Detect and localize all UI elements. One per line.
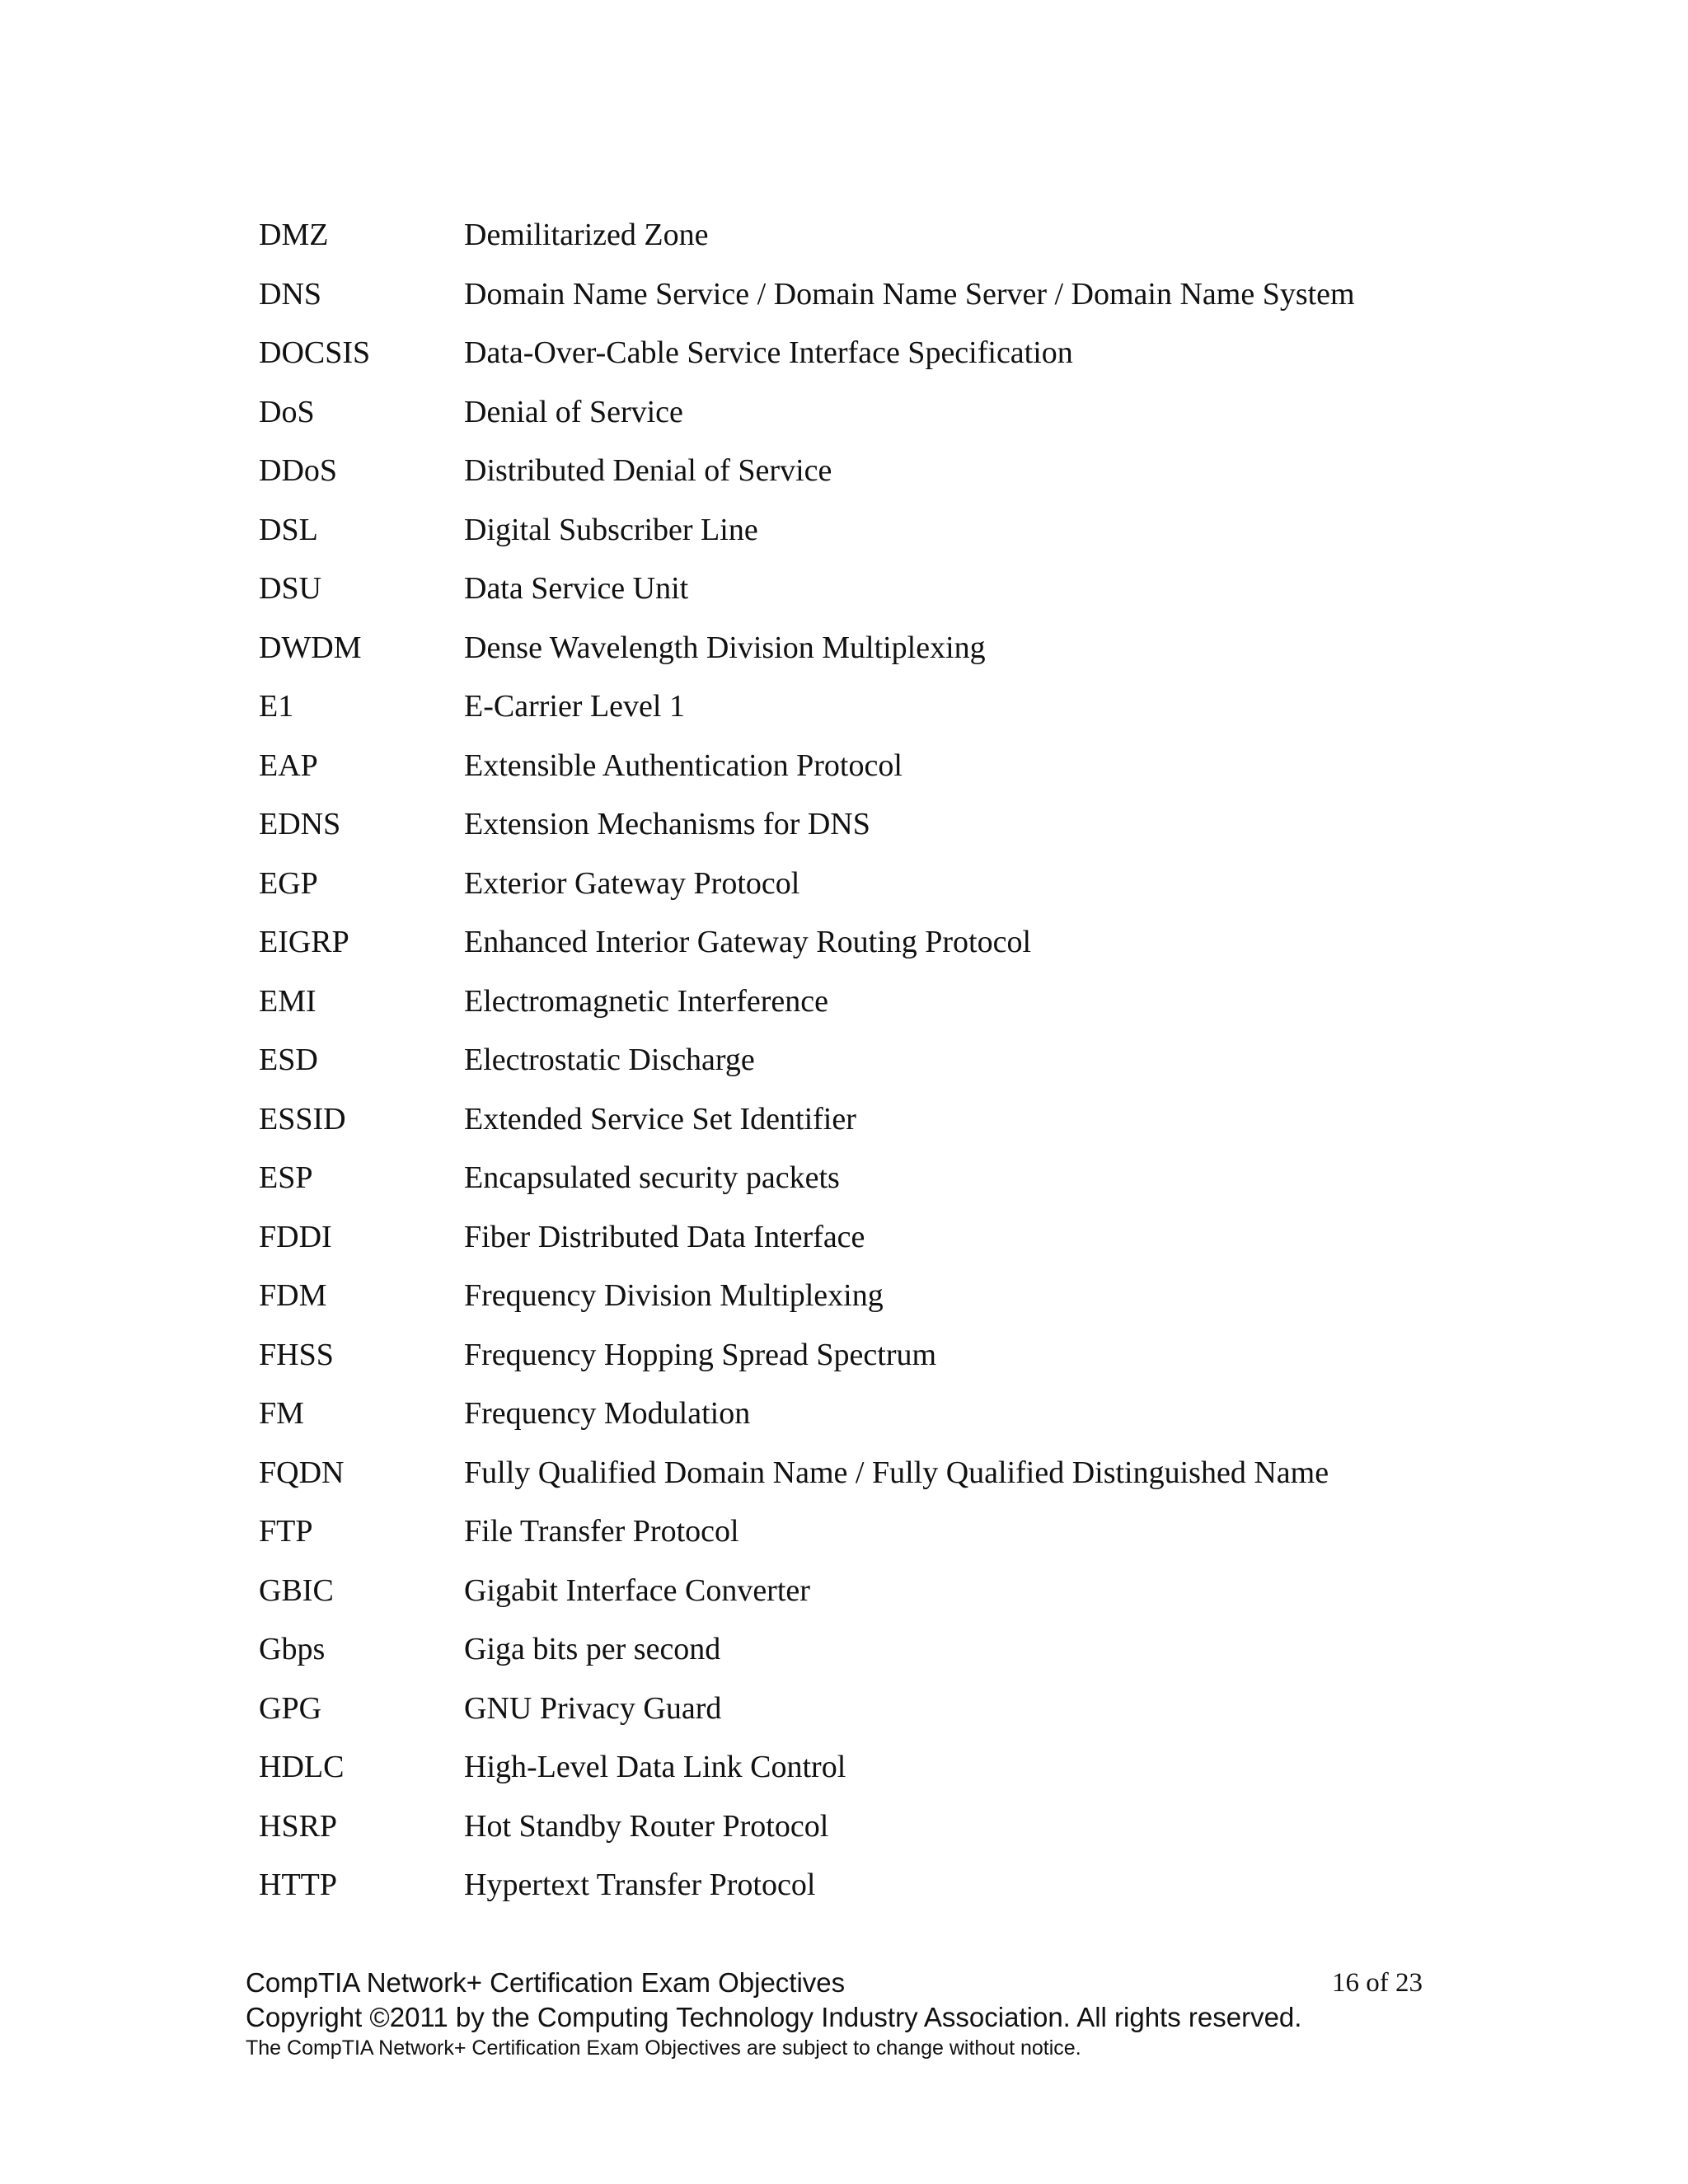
acronym-definition: Hot Standby Router Protocol [464, 1808, 829, 1844]
acronym-abbreviation: FQDN [259, 1455, 345, 1490]
acronym-abbreviation: ESD [259, 1043, 318, 1077]
acronym-definition: Dense Wavelength Division Multiplexing [464, 630, 986, 665]
page-footer [246, 1966, 1432, 2061]
acronym-abbreviation: ESSID [259, 1101, 346, 1137]
acronym-row [259, 921, 1479, 981]
acronym-row [259, 509, 1479, 569]
acronym-row [259, 1157, 1479, 1216]
acronym-abbreviation: FTP [259, 1514, 313, 1549]
acronym-row [259, 1746, 1479, 1806]
footer-notice: The CompTIA Network+ Certification Exam Objectives are subject to change without notice. [246, 2036, 1081, 2060]
acronym-row [259, 1864, 1479, 1924]
acronym-row [259, 274, 1479, 333]
acronym-definition: Distributed Denial of Service [464, 453, 832, 488]
acronym-row [259, 1216, 1479, 1276]
acronym-abbreviation: GPG [259, 1690, 322, 1726]
footer-top-line [246, 1966, 1432, 2000]
acronym-row [259, 1452, 1479, 1511]
acronym-abbreviation: FDM [259, 1278, 327, 1313]
acronym-abbreviation: ESP [259, 1160, 313, 1195]
acronym-abbreviation: HSRP [259, 1808, 338, 1844]
acronym-definition: Frequency Division Multiplexing [464, 1278, 884, 1313]
acronym-row [259, 1570, 1479, 1629]
acronym-definition: Digital Subscriber Line [464, 512, 758, 547]
acronym-definition: Denial of Service [464, 394, 683, 429]
acronym-abbreviation: Gbps [259, 1632, 326, 1666]
acronym-row [259, 863, 1479, 922]
footer-title: CompTIA Network+ Certification Exam Objectives [246, 1967, 846, 1998]
acronym-row [259, 1629, 1479, 1688]
acronym-definition: Frequency Modulation [464, 1396, 751, 1431]
acronym-abbreviation: DoS [259, 394, 315, 429]
acronym-abbreviation: DOCSIS [259, 335, 371, 370]
acronym-row [259, 1334, 1479, 1394]
acronym-row [259, 1511, 1479, 1570]
acronym-definition: Hypertext Transfer Protocol [464, 1868, 816, 1902]
acronym-definition: Frequency Hopping Spread Spectrum [464, 1337, 937, 1372]
footer-copyright: Copyright ©2011 by the Computing Technology Industry Association. All rights reserved. [246, 2002, 1302, 2032]
acronym-definition: Data Service Unit [464, 571, 689, 606]
acronym-abbreviation: DMZ [259, 218, 329, 252]
acronym-row [259, 1099, 1479, 1158]
acronym-definition: Encapsulated security packets [464, 1160, 840, 1195]
acronym-definition: Exterior Gateway Protocol [464, 865, 800, 901]
acronym-definition: Fiber Distributed Data Interface [464, 1219, 865, 1254]
acronym-abbreviation: DSL [259, 512, 318, 547]
acronym-abbreviation: HDLC [259, 1750, 345, 1784]
acronym-definition: Data-Over-Cable Service Interface Specification [464, 335, 1073, 370]
acronym-abbreviation: EDNS [259, 807, 341, 841]
acronym-definition: GNU Privacy Guard [464, 1690, 722, 1726]
acronym-abbreviation: DWDM [259, 630, 362, 665]
acronym-row [259, 627, 1479, 687]
acronym-row [259, 332, 1479, 391]
acronym-abbreviation: GBIC [259, 1572, 334, 1608]
acronym-definition: Extensible Authentication Protocol [464, 748, 903, 783]
acronym-definition: Extension Mechanisms for DNS [464, 807, 870, 841]
acronym-abbreviation: FHSS [259, 1337, 334, 1372]
acronym-abbreviation: EIGRP [259, 925, 349, 959]
acronym-row [259, 804, 1479, 863]
acronym-abbreviation: EMI [259, 983, 316, 1019]
acronym-abbreviation: FM [259, 1396, 304, 1431]
acronym-definition: Gigabit Interface Converter [464, 1572, 810, 1608]
acronym-definition: E-Carrier Level 1 [464, 689, 685, 724]
acronym-abbreviation: DDoS [259, 453, 338, 488]
acronym-row [259, 568, 1479, 627]
acronym-definition: Electromagnetic Interference [464, 983, 828, 1019]
acronym-row [259, 981, 1479, 1040]
acronym-definition: Domain Name Service / Domain Name Server / Domain Name System [464, 276, 1355, 312]
acronym-abbreviation: DSU [259, 571, 322, 606]
acronym-row [259, 214, 1479, 274]
acronym-row [259, 1688, 1479, 1747]
acronym-abbreviation: HTTP [259, 1868, 337, 1902]
acronym-definition: File Transfer Protocol [464, 1514, 739, 1549]
acronym-abbreviation: DNS [259, 276, 322, 312]
acronym-abbreviation: FDDI [259, 1219, 332, 1254]
acronym-definition: Fully Qualified Domain Name / Fully Qualified Distinguished Name [464, 1455, 1329, 1490]
acronym-definition: High-Level Data Link Control [464, 1750, 846, 1784]
acronym-row [259, 450, 1479, 509]
acronym-definition: Extended Service Set Identifier [464, 1101, 856, 1137]
acronym-definition: Enhanced Interior Gateway Routing Protocol [464, 925, 1032, 959]
acronym-row [259, 1806, 1479, 1865]
acronym-definition: Giga bits per second [464, 1632, 721, 1666]
page-number: 16 of 23 [1332, 1968, 1423, 1998]
acronym-row [259, 1039, 1479, 1099]
acronym-abbreviation: E1 [259, 689, 294, 724]
acronym-list [259, 214, 1479, 1924]
acronym-row [259, 745, 1479, 804]
acronym-row [259, 391, 1479, 451]
acronym-abbreviation: EGP [259, 865, 318, 901]
acronym-row [259, 686, 1479, 745]
acronym-abbreviation: EAP [259, 748, 318, 783]
acronym-row [259, 1393, 1479, 1452]
acronym-row [259, 1275, 1479, 1334]
acronym-definition: Demilitarized Zone [464, 218, 709, 252]
acronym-definition: Electrostatic Discharge [464, 1043, 755, 1077]
